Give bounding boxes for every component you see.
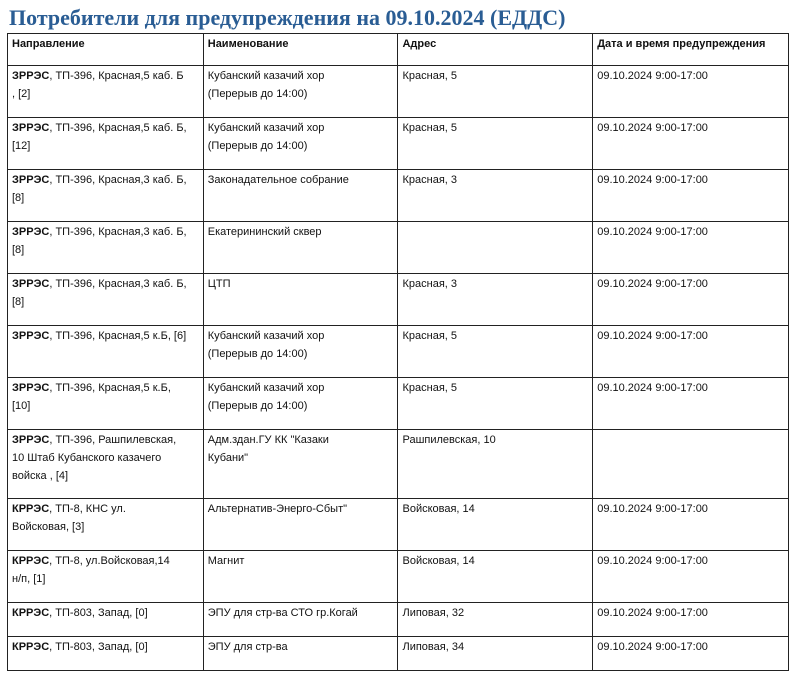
cell-direction xyxy=(8,274,204,326)
direction-detail: , ТП-803, Запад, [0] xyxy=(49,607,148,619)
cell-direction xyxy=(8,430,204,499)
header-direction: Направление xyxy=(8,34,204,66)
cell-name: Кубанский казачий хор (Перерыв до 14:00) xyxy=(203,66,398,118)
table-row xyxy=(8,637,789,671)
cell-address xyxy=(398,222,593,274)
cell-name: Законадательное собрание xyxy=(203,170,398,222)
cell-name: Екатерининский сквер xyxy=(203,222,398,274)
direction-code: ЗРРЭС xyxy=(12,434,50,446)
table-row xyxy=(8,170,789,222)
direction-code: ЗРРЭС xyxy=(12,122,50,134)
table-row xyxy=(8,551,789,603)
table-row xyxy=(8,274,789,326)
cell-name: Магнит xyxy=(203,551,398,603)
header-datetime: Дата и время предупреждения xyxy=(593,34,789,66)
direction-code: ЗРРЭС xyxy=(12,226,50,238)
direction-code: ЗРРЭС xyxy=(12,382,50,394)
direction-detail: , ТП-396, Красная,3 каб. Б, [8] xyxy=(12,174,187,204)
table-row xyxy=(8,378,789,430)
direction-detail: , ТП-396, Красная,3 каб. Б, [8] xyxy=(12,226,187,256)
table-row xyxy=(8,66,789,118)
cell-datetime: 09.10.2024 9:00-17:00 xyxy=(593,222,789,274)
cell-datetime: 09.10.2024 9:00-17:00 xyxy=(593,637,789,671)
cell-direction xyxy=(8,637,204,671)
cell-direction xyxy=(8,603,204,637)
cell-direction xyxy=(8,378,204,430)
direction-code: КРРЭС xyxy=(12,641,50,653)
header-address: Адрес xyxy=(398,34,593,66)
direction-detail: , ТП-8, ул.Войсковая,14 н/п, [1] xyxy=(12,555,170,585)
direction-code: ЗРРЭС xyxy=(12,174,50,186)
table-row xyxy=(8,603,789,637)
cell-address: Войсковая, 14 xyxy=(398,551,593,603)
table-row xyxy=(8,499,789,551)
direction-code: КРРЭС xyxy=(12,555,50,567)
cell-name: ЦТП xyxy=(203,274,398,326)
cell-address: Липовая, 32 xyxy=(398,603,593,637)
table-row xyxy=(8,222,789,274)
consumers-table xyxy=(7,33,789,671)
direction-code: КРРЭС xyxy=(12,503,50,515)
cell-direction xyxy=(8,551,204,603)
table-row xyxy=(8,430,789,499)
direction-detail: , ТП-8, КНС ул. Войсковая, [3] xyxy=(12,503,126,533)
cell-datetime: 09.10.2024 9:00-17:00 xyxy=(593,326,789,378)
cell-datetime: 09.10.2024 9:00-17:00 xyxy=(593,603,789,637)
direction-detail: , ТП-396, Красная,5 к.Б, [6] xyxy=(49,330,187,342)
direction-detail: , ТП-803, Запад, [0] xyxy=(49,641,148,653)
cell-datetime xyxy=(593,430,789,499)
direction-detail: , ТП-396, Красная,5 каб. Б, [12] xyxy=(12,122,187,152)
direction-detail: , ТП-396, Красная,5 каб. Б , [2] xyxy=(12,70,184,100)
cell-datetime: 09.10.2024 9:00-17:00 xyxy=(593,499,789,551)
direction-code: КРРЭС xyxy=(12,607,50,619)
cell-datetime: 09.10.2024 9:00-17:00 xyxy=(593,170,789,222)
cell-datetime: 09.10.2024 9:00-17:00 xyxy=(593,274,789,326)
cell-datetime: 09.10.2024 9:00-17:00 xyxy=(593,118,789,170)
cell-datetime: 09.10.2024 9:00-17:00 xyxy=(593,378,789,430)
cell-name: ЭПУ для стр-ва xyxy=(203,637,398,671)
cell-direction xyxy=(8,66,204,118)
table-row xyxy=(8,118,789,170)
cell-datetime: 09.10.2024 9:00-17:00 xyxy=(593,66,789,118)
cell-direction xyxy=(8,170,204,222)
direction-code: ЗРРЭС xyxy=(12,278,50,290)
cell-address: Красная, 5 xyxy=(398,118,593,170)
cell-address: Красная, 5 xyxy=(398,326,593,378)
cell-address: Красная, 5 xyxy=(398,378,593,430)
cell-address: Красная, 5 xyxy=(398,66,593,118)
cell-direction xyxy=(8,222,204,274)
cell-name: Кубанский казачий хор (Перерыв до 14:00) xyxy=(203,326,398,378)
cell-address: Липовая, 34 xyxy=(398,637,593,671)
cell-name: ЭПУ для стр-ва СТО гр.Когай xyxy=(203,603,398,637)
table-row xyxy=(8,326,789,378)
header-name: Наименование xyxy=(203,34,398,66)
cell-datetime: 09.10.2024 9:00-17:00 xyxy=(593,551,789,603)
direction-detail: , ТП-396, Красная,5 к.Б, [10] xyxy=(12,382,171,412)
cell-address: Красная, 3 xyxy=(398,170,593,222)
cell-name: Кубанский казачий хор (Перерыв до 14:00) xyxy=(203,118,398,170)
cell-name: Кубанский казачий хор (Перерыв до 14:00) xyxy=(203,378,398,430)
cell-address: Красная, 3 xyxy=(398,274,593,326)
cell-direction xyxy=(8,326,204,378)
table-header-row xyxy=(8,34,789,66)
cell-address: Рашпилевская, 10 xyxy=(398,430,593,499)
cell-name: Альтернатив-Энерго-Сбыт" xyxy=(203,499,398,551)
cell-direction xyxy=(8,118,204,170)
direction-detail: , ТП-396, Красная,3 каб. Б, [8] xyxy=(12,278,187,308)
direction-code: ЗРРЭС xyxy=(12,70,50,82)
cell-address: Войсковая, 14 xyxy=(398,499,593,551)
direction-detail: , ТП-396, Рашпилевская, 10 Штаб Кубанского казачего войска , [4] xyxy=(12,434,177,482)
cell-direction xyxy=(8,499,204,551)
page-title: Потребители для предупреждения на 09.10.2024 (ЕДДС) xyxy=(9,5,566,30)
cell-name: Адм.здан.ГУ КК "Казаки Кубани" xyxy=(203,430,398,499)
direction-code: ЗРРЭС xyxy=(12,330,50,342)
